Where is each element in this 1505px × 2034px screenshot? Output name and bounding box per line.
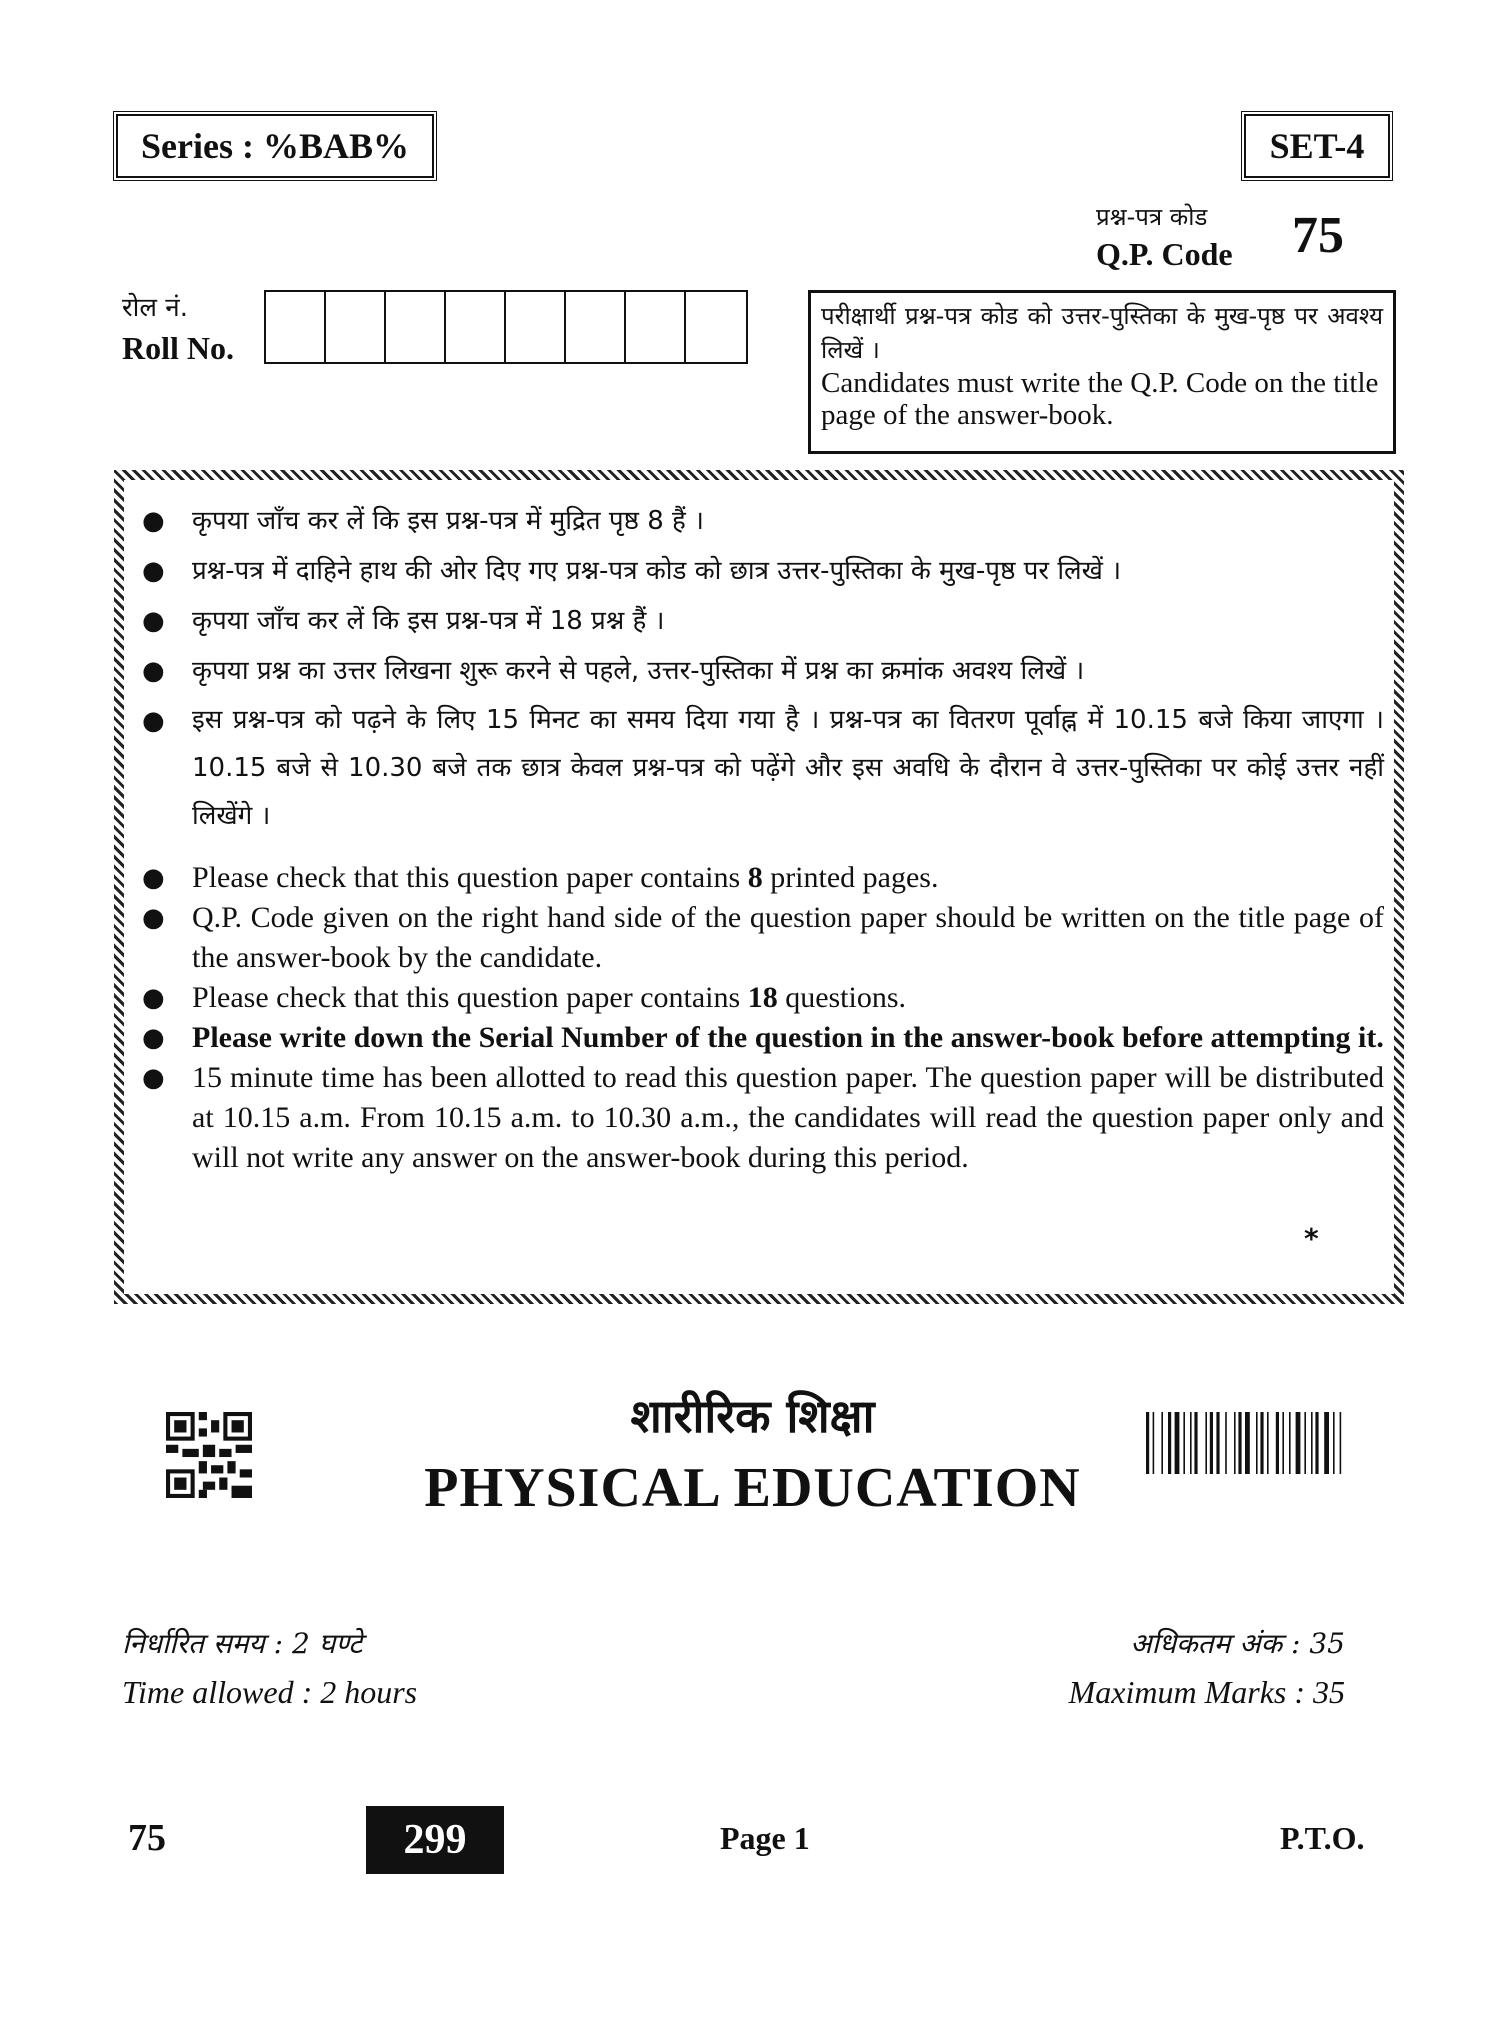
qp-code-hindi-label: प्रश्न-पत्र कोड (1096, 203, 1208, 231)
roll-no-hindi-label: रोल नं. (122, 293, 188, 323)
barcode-bar (1289, 1412, 1291, 1474)
qp-code-notice (808, 290, 1396, 454)
instruction-text: इस प्रश्न-पत्र को पढ़ने के लिए 15 मिनट का समय दिया गया है । प्रश्न-पत्र का वितरण पूर्वाह्न में 10.15 बजे किया जाएगा । 10.15 बजे से 10.30 बजे तक छात्र केवल प्रश्न-पत्र को पढ़ेंगे और इस अवधि के दौरान वे उत्तर-पुस्तिका पर कोई उत्तर नहीं लिखेंगे । (192, 705, 1384, 831)
instruction-text: कृपया प्रश्न का उत्तर लिखना शुरू करने से पहले, उत्तर-पुस्तिका में प्रश्न का क्रमांक अवश्य लिखें । (192, 656, 1085, 686)
instruction-text-post: printed pages. (762, 861, 939, 894)
instruction-text (192, 898, 1384, 978)
bullet-icon: ● (142, 983, 165, 1013)
footer-code-box: 299 (366, 1806, 504, 1874)
page-number: Page 1 (720, 1820, 810, 1856)
instruction-text: कृपया जाँच कर लें कि इस प्रश्न-पत्र में मुद्रित पृष्ठ 8 हैं । (192, 506, 704, 536)
instruction-text (192, 858, 1384, 898)
instruction-hindi-item (134, 496, 1384, 546)
barcode-icon (1146, 1412, 1380, 1474)
qp-code-label: Q.P. Code (1096, 236, 1233, 272)
roll-no-cell[interactable] (686, 292, 746, 362)
roll-no-cell[interactable] (626, 292, 686, 362)
instruction-text (192, 1018, 1384, 1058)
barcode-bar (1256, 1412, 1258, 1474)
instruction-text-pre: Please check that this question paper contains (192, 981, 748, 1014)
barcode-bar (1146, 1412, 1149, 1474)
barcode-bar (1210, 1412, 1213, 1474)
instruction-english-item (134, 978, 1384, 1018)
roll-no-input-grid[interactable] (264, 290, 748, 364)
notice-english: Candidates must write the Q.P. Code on the title page of the answer-book. (821, 367, 1379, 431)
instruction-text-bold: 8 (747, 861, 763, 894)
roll-no-cell[interactable] (566, 292, 626, 362)
barcode-bar (1153, 1412, 1155, 1474)
barcode-bar (1216, 1412, 1219, 1474)
bullet-icon: ● (142, 863, 165, 893)
bullet-icon: ● (142, 556, 165, 586)
barcode-bar (1190, 1412, 1192, 1474)
instruction-text-post: questions. (777, 981, 907, 1014)
barcode-bar (1168, 1412, 1171, 1474)
maximum-marks: Maximum Marks : 35 (1068, 1674, 1345, 1710)
roll-no-cell[interactable] (266, 292, 326, 362)
maximum-marks-hindi: अधिकतम अंक : 35 (1130, 1627, 1345, 1660)
instruction-hindi-item (134, 596, 1384, 646)
series-label: Series : %BAB% (116, 114, 434, 178)
barcode-bar (1234, 1412, 1236, 1474)
instruction-hindi-item (134, 696, 1384, 840)
barcode-bar (1225, 1412, 1227, 1474)
barcode-bar (1183, 1412, 1185, 1474)
bullet-icon: ● (142, 1063, 165, 1093)
star-mark: * (1304, 1222, 1319, 1255)
footer-qp-code: 75 (128, 1817, 166, 1859)
barcode-bar (1194, 1412, 1197, 1474)
barcode-bar (1324, 1412, 1329, 1474)
instruction-text (192, 1058, 1384, 1178)
roll-no-cell[interactable] (446, 292, 506, 362)
bullet-icon: ● (142, 656, 165, 686)
barcode-bar (1238, 1412, 1241, 1474)
instruction-text-pre: Please check that this question paper contains (192, 861, 748, 894)
instruction-english-item (134, 858, 1384, 898)
barcode-bar (1315, 1412, 1318, 1474)
instructions-english (134, 858, 1384, 1178)
instruction-hindi-item (134, 646, 1384, 696)
instruction-text-bold: Please write down the Serial Number of the question in the answer-book before attempting it. (192, 1021, 1384, 1054)
instruction-text-pre: Q.P. Code given on the right hand side of the question paper should be written on the title page of the answer-book by the candidate. (192, 901, 1384, 974)
barcode-bar (1340, 1412, 1342, 1474)
instruction-text-pre: 15 minute time has been allotted to read this question paper. The question paper will be distributed at 10.15 a.m. From 10.15 a.m. to 10.30 a.m., the candidates will read the question paper only and will not write any answer on the answer-book during this period. (192, 1061, 1384, 1174)
barcode-bar (1296, 1412, 1301, 1474)
barcode-bar (1205, 1412, 1207, 1474)
time-allowed-hindi: निर्धारित समय : 2 घण्टे (122, 1627, 363, 1660)
bullet-icon: ● (142, 706, 165, 736)
roll-no-cell[interactable] (326, 292, 386, 362)
barcode-bar (1276, 1412, 1279, 1474)
pto-label: P.T.O. (1280, 1820, 1365, 1856)
roll-no-cell[interactable] (506, 292, 566, 362)
instruction-english-item (134, 1018, 1384, 1058)
bullet-icon: ● (142, 903, 165, 933)
instruction-text (192, 978, 1384, 1018)
time-allowed: Time allowed : 2 hours (122, 1674, 418, 1710)
roll-no-label: Roll No. (122, 330, 234, 366)
subject-title-hindi: शारीरिक शिक्षा (630, 1389, 875, 1443)
instruction-text: कृपया जाँच कर लें कि इस प्रश्न-पत्र में 18 प्रश्न हैं । (192, 606, 665, 636)
barcode-bar (1333, 1412, 1335, 1474)
bullet-icon: ● (142, 1023, 165, 1053)
instruction-english-item (134, 898, 1384, 978)
instruction-text-bold: 18 (747, 981, 778, 1014)
barcode-bar (1267, 1412, 1269, 1474)
barcode-bar (1304, 1412, 1306, 1474)
instruction-english-item (134, 1058, 1384, 1178)
barcode-bar (1282, 1412, 1284, 1474)
set-label: SET-4 (1244, 114, 1390, 178)
barcode-bar (1161, 1412, 1163, 1474)
qp-code-value: 75 (1292, 207, 1344, 264)
bullet-icon: ● (142, 506, 165, 536)
instructions-list (134, 496, 1384, 1178)
barcode-bar (1311, 1412, 1313, 1474)
subject-title: PHYSICAL EDUCATION (424, 1457, 1081, 1519)
notice-hindi: परीक्षार्थी प्रश्न-पत्र कोड को उत्तर-पुस्तिका के मुख-पृष्ठ पर अवश्य लिखें । (821, 302, 1383, 364)
roll-no-cell[interactable] (386, 292, 446, 362)
barcode-bar (1245, 1412, 1250, 1474)
barcode-bar (1260, 1412, 1263, 1474)
instruction-hindi-item (134, 546, 1384, 596)
instruction-text: प्रश्न-पत्र में दाहिने हाथ की ओर दिए गए प्रश्न-पत्र कोड को छात्र उत्तर-पुस्तिका के मुख-पृष्ठ पर लिखें । (192, 556, 1122, 586)
bullet-icon: ● (142, 606, 165, 636)
instructions-spacer (134, 840, 1384, 858)
barcode-bar (1175, 1412, 1180, 1474)
instructions-hindi (134, 496, 1384, 840)
